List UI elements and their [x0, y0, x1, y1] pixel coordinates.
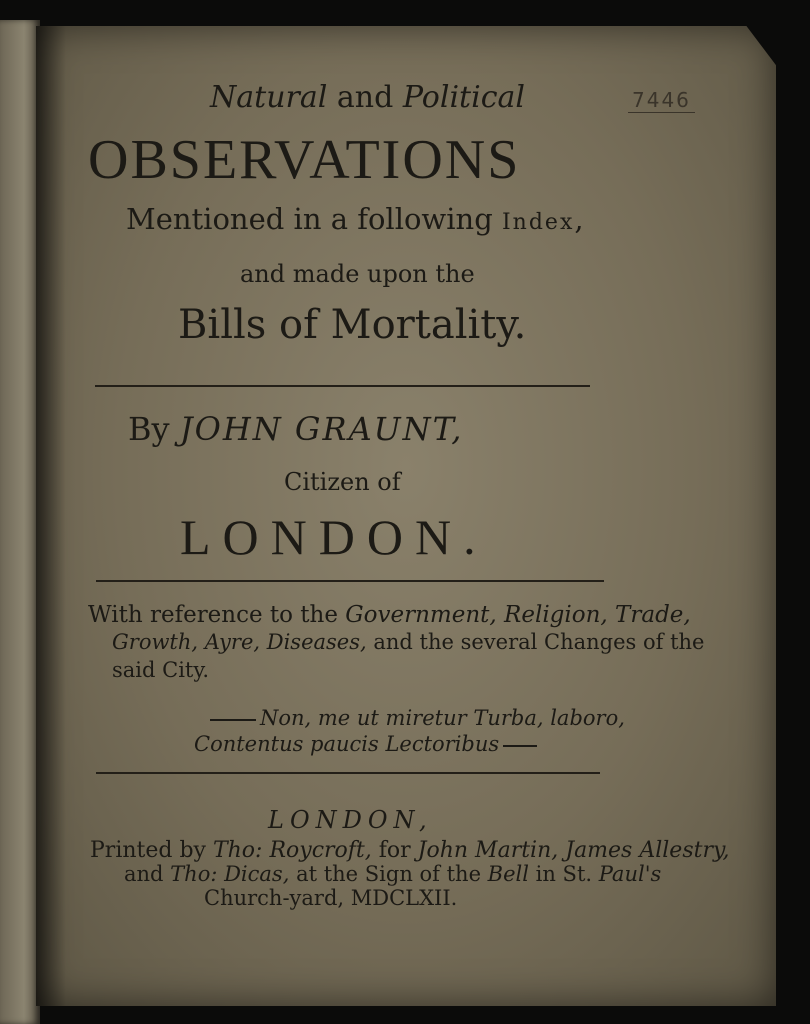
- title-line-4: and made upon the: [240, 260, 475, 288]
- title-political: Political: [402, 80, 525, 115]
- imprint-in-st: in St.: [528, 862, 599, 886]
- description-topics-2: Growth, Ayre, Diseases,: [112, 630, 367, 654]
- imprint-for: for: [371, 838, 418, 863]
- title-mentioned: Mentioned in a following: [126, 202, 502, 236]
- description-line-3: said City.: [112, 658, 210, 682]
- shelfmark-annotation: 7446: [628, 88, 695, 113]
- imprint-bell: Bell: [487, 862, 529, 886]
- description-changes: and the several Changes of the: [366, 630, 705, 654]
- rule-divider-3: [96, 772, 600, 774]
- imprint-printed-by: Printed by: [90, 838, 213, 863]
- imprint-and: and: [124, 862, 171, 886]
- motto-line-2: [194, 732, 541, 756]
- description-topics: Government, Religion, Trade,: [345, 602, 691, 628]
- motto-line-1: [206, 706, 625, 730]
- description-line-1: [88, 602, 691, 628]
- motto-text-1: Non, me ut miretur Turba, laboro,: [260, 706, 625, 730]
- author-by: By: [128, 410, 180, 448]
- rule-divider-1: [95, 385, 590, 387]
- imprint-printer: Tho: Roycroft,: [212, 838, 372, 863]
- imprint-at-sign: at the Sign of the: [289, 862, 488, 886]
- title-observations: OBSERVATIONS: [88, 129, 521, 191]
- title-and: and: [327, 80, 403, 115]
- imprint-line-3: Church-yard, MDCLXII.: [204, 886, 458, 910]
- title-comma: ,: [574, 202, 584, 236]
- description-with-reference: With reference to the: [88, 602, 346, 628]
- imprint-line-2: [124, 862, 661, 886]
- imprint-booksellers: John Martin, James Allestry,: [417, 838, 730, 863]
- gutter-shadow: [36, 26, 66, 1006]
- description-line-2: [112, 630, 704, 654]
- author-name: JOHN GRAUNT,: [179, 410, 464, 448]
- imprint-line-1: [90, 838, 729, 863]
- motto-text-2: Contentus paucis Lectoribus: [194, 732, 500, 756]
- facing-page-edge: [0, 20, 40, 1024]
- title-line-1: [210, 80, 525, 115]
- title-natural: Natural: [210, 80, 328, 115]
- title-line-3: [126, 202, 584, 236]
- imprint-place: LONDON,: [268, 806, 433, 834]
- author-citizen-of: Citizen of: [284, 468, 401, 496]
- imprint-pauls: Paul's: [598, 862, 662, 886]
- author-line: [128, 410, 463, 448]
- title-bills-of-mortality: Bills of Mortality.: [178, 302, 527, 348]
- imprint-dicas: Tho: Dicas,: [170, 862, 290, 886]
- motto-dash-left: [210, 719, 256, 721]
- author-city: LONDON.: [180, 509, 488, 565]
- rule-divider-2: [96, 580, 604, 582]
- motto-dash-right: [503, 745, 537, 747]
- title-index: Index: [501, 210, 575, 235]
